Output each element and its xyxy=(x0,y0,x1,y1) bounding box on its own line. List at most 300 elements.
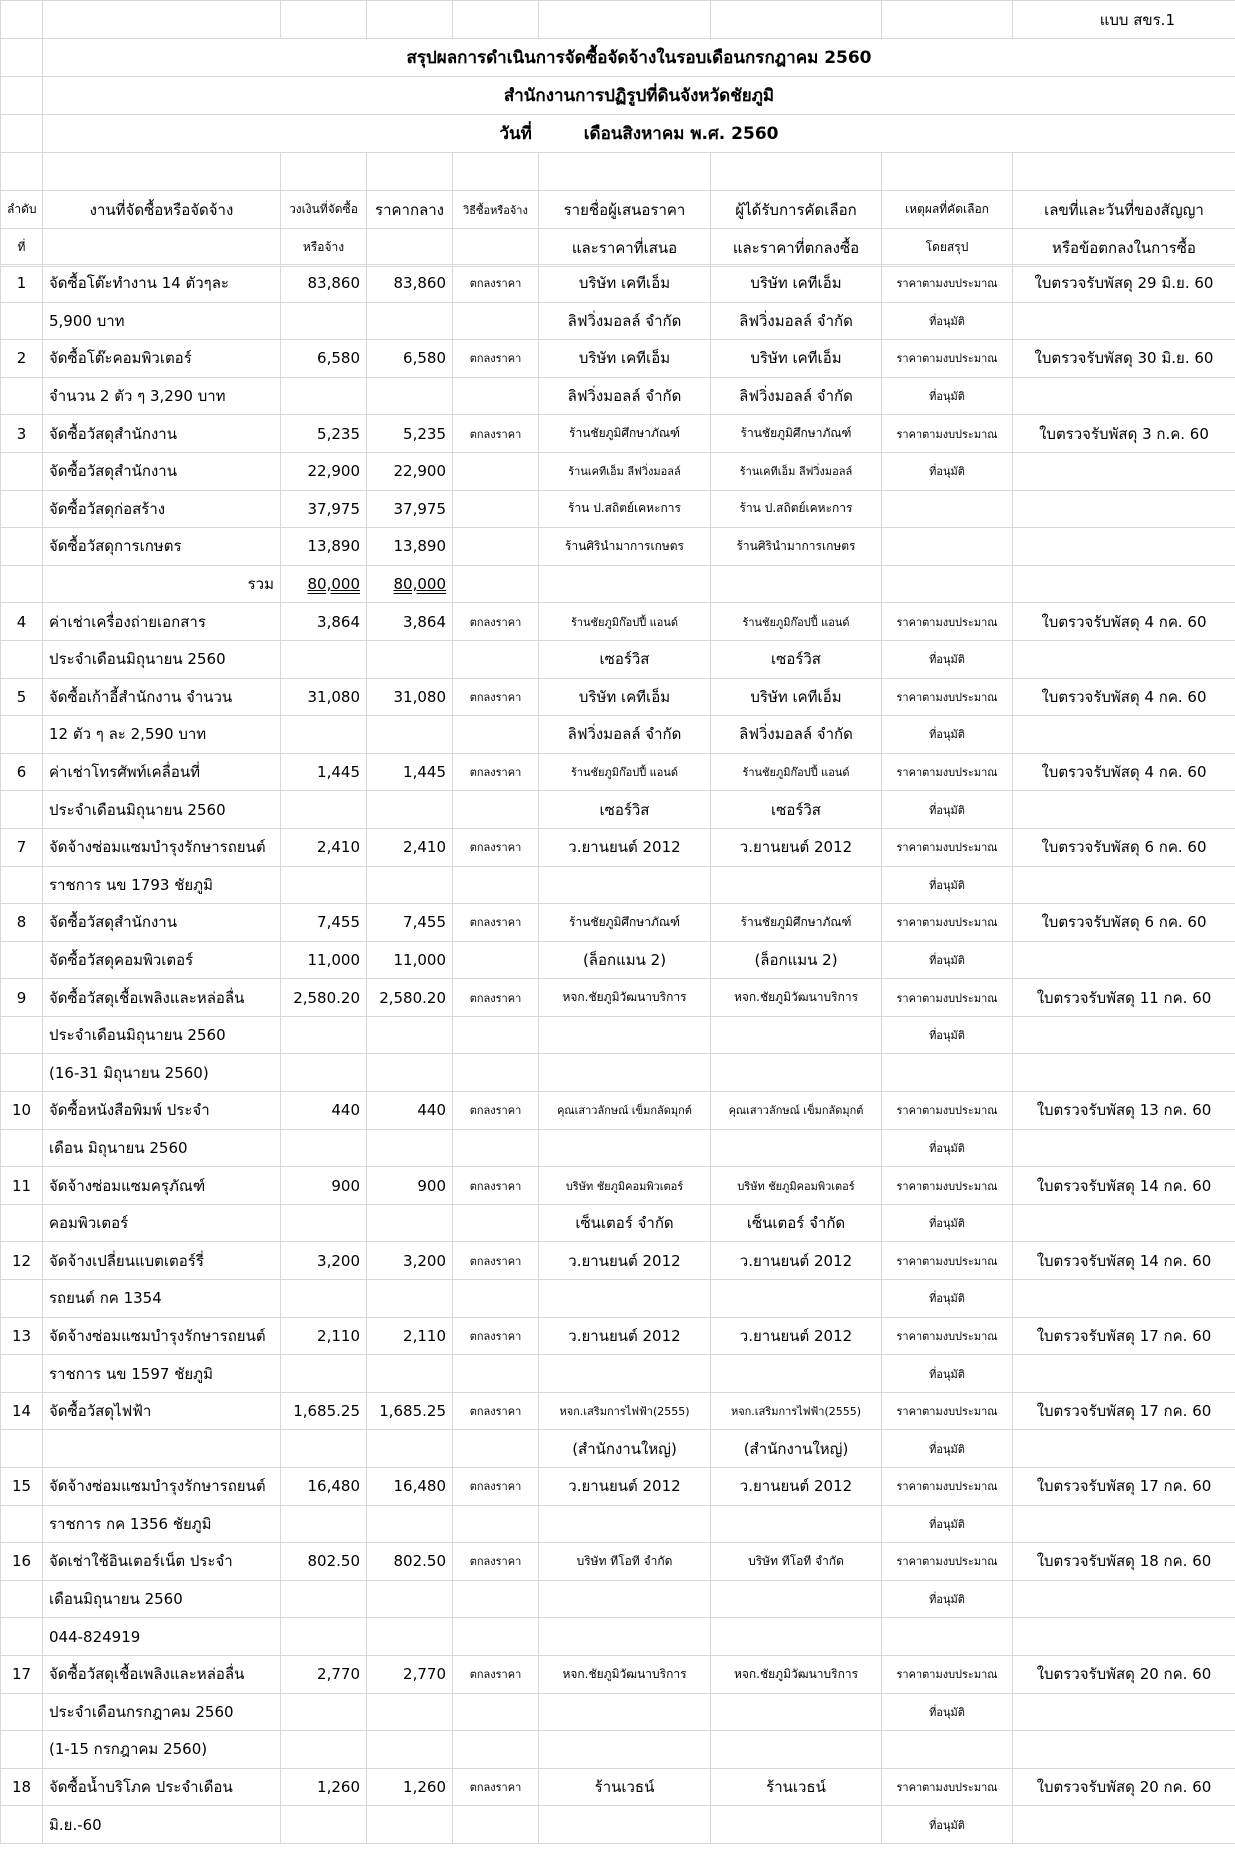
item-description: ประจำเดือนมิถุนายน 2560 xyxy=(43,791,281,829)
contract-reference xyxy=(1013,490,1235,528)
budget-amount: 6,580 xyxy=(281,340,367,378)
budget-amount xyxy=(281,377,367,415)
table-row xyxy=(1,941,1235,979)
row-number: 8 xyxy=(1,904,43,942)
bidder-name: เซ็นเตอร์ จำกัด xyxy=(539,1204,711,1242)
contract-reference xyxy=(1013,565,1235,603)
procurement-method xyxy=(453,1618,539,1656)
col-header-budget: วงเงินที่จัดซื้อ xyxy=(281,191,367,229)
selection-reason xyxy=(882,528,1013,566)
col-header-bidders-2: และราคาที่เสนอ xyxy=(539,229,711,267)
row-number: 1 xyxy=(1,265,43,303)
selected-vendor: ร้านชัยภูมิก๊อปปี้ แอนด์ xyxy=(711,603,882,641)
budget-amount xyxy=(281,1204,367,1242)
date-value: เดือนสิงหาคม พ.ศ. 2560 xyxy=(583,124,779,144)
procurement-method xyxy=(453,941,539,979)
row-number xyxy=(1,1016,43,1054)
bidder-name xyxy=(539,1016,711,1054)
procurement-method xyxy=(453,1580,539,1618)
item-description: ค่าเช่าโทรศัพท์เคลื่อนที่ xyxy=(43,753,281,791)
selection-reason: ราคาตามงบประมาณ xyxy=(882,1167,1013,1205)
median-price xyxy=(367,1580,453,1618)
selected-vendor: ลิฟวิ่งมอลล์ จำกัด xyxy=(711,377,882,415)
contract-reference: ใบตรวจรับพัสดุ 11 กค. 60 xyxy=(1013,979,1235,1017)
selection-reason: ที่อนุมัติ xyxy=(882,1280,1013,1318)
item-description: จำนวน 2 ตัว ๆ 3,290 บาท xyxy=(43,377,281,415)
table-row xyxy=(1,640,1235,678)
col-header-method: วิธีซื้อหรือจ้าง xyxy=(453,191,539,229)
selection-reason: ราคาตามงบประมาณ xyxy=(882,1392,1013,1430)
budget-amount xyxy=(281,1731,367,1769)
median-price: 80,000 xyxy=(367,565,453,603)
contract-reference: ใบตรวจรับพัสดุ 4 กค. 60 xyxy=(1013,753,1235,791)
bidder-name xyxy=(539,1806,711,1844)
bidder-name: ลิฟวิ่งมอลล์ จำกัด xyxy=(539,377,711,415)
selected-vendor: บริษัท เคทีเอ็ม xyxy=(711,265,882,303)
contract-reference xyxy=(1013,716,1235,754)
table-row xyxy=(1,866,1235,904)
procurement-method xyxy=(453,302,539,340)
selected-vendor: ร้านเคทีเอ็ม ลีฟวิ่งมอลล์ xyxy=(711,452,882,490)
budget-amount: 37,975 xyxy=(281,490,367,528)
selected-vendor xyxy=(711,1693,882,1731)
table-row xyxy=(1,753,1235,791)
selected-vendor xyxy=(711,565,882,603)
row-number xyxy=(1,1731,43,1769)
date-label: วันที่ xyxy=(499,124,532,144)
row-number: 18 xyxy=(1,1768,43,1806)
contract-reference: ใบตรวจรับพัสดุ 3 ก.ค. 60 xyxy=(1013,415,1235,453)
item-description: 12 ตัว ๆ ละ 2,590 บาท xyxy=(43,716,281,754)
bidder-name: ลิฟวิ่งมอลล์ จำกัด xyxy=(539,716,711,754)
budget-amount: 440 xyxy=(281,1092,367,1130)
bidder-name: หจก.ชัยภูมิวัฒนาบริการ xyxy=(539,1655,711,1693)
budget-amount xyxy=(281,302,367,340)
selected-vendor: (สำนักงานใหญ่) xyxy=(711,1430,882,1468)
col-header-reason: เหตุผลที่คัดเลือก xyxy=(882,191,1013,229)
item-description: ราชการ นข 1793 ชัยภูมิ xyxy=(43,866,281,904)
table-row xyxy=(1,528,1235,566)
item-description: ค่าเช่าเครื่องถ่ายเอกสาร xyxy=(43,603,281,641)
table-row xyxy=(1,1392,1235,1430)
budget-amount: 16,480 xyxy=(281,1468,367,1506)
contract-reference xyxy=(1013,1731,1235,1769)
item-description: จัดซื้อวัสดุคอมพิวเตอร์ xyxy=(43,941,281,979)
selected-vendor: ว.ยานยนต์ 2012 xyxy=(711,1468,882,1506)
item-description: ราชการ นข 1597 ชัยภูมิ xyxy=(43,1355,281,1393)
bidder-name xyxy=(539,1693,711,1731)
contract-reference xyxy=(1013,528,1235,566)
contract-reference: ใบตรวจรับพัสดุ 6 กค. 60 xyxy=(1013,828,1235,866)
budget-amount: 2,770 xyxy=(281,1655,367,1693)
table-row xyxy=(1,1430,1235,1468)
median-price xyxy=(367,1505,453,1543)
row-number xyxy=(1,716,43,754)
bidder-name xyxy=(539,1618,711,1656)
median-price: 5,235 xyxy=(367,415,453,453)
row-number xyxy=(1,1355,43,1393)
median-price: 6,580 xyxy=(367,340,453,378)
median-price xyxy=(367,302,453,340)
table-row xyxy=(1,1806,1235,1844)
median-price xyxy=(367,1355,453,1393)
median-price xyxy=(367,640,453,678)
median-price: 802.50 xyxy=(367,1543,453,1581)
selected-vendor: บริษัท ชัยภูมิคอมพิวเตอร์ xyxy=(711,1167,882,1205)
contract-reference xyxy=(1013,1505,1235,1543)
procurement-method: ตกลงราคา xyxy=(453,1392,539,1430)
col-header-bidders: รายชื่อผู้เสนอราคา xyxy=(539,191,711,229)
item-description: คอมพิวเตอร์ xyxy=(43,1204,281,1242)
selected-vendor xyxy=(711,1129,882,1167)
procurement-method xyxy=(453,1204,539,1242)
selected-vendor: หจก.ชัยภูมิวัฒนาบริการ xyxy=(711,979,882,1017)
procurement-method: ตกลงราคา xyxy=(453,1468,539,1506)
col-header-median: ราคากลาง xyxy=(367,191,453,229)
table-row xyxy=(1,490,1235,528)
col-header-selected-2: และราคาที่ตกลงซื้อ xyxy=(711,229,882,267)
bidder-name: ร้านศิรินำมาการเกษตร xyxy=(539,528,711,566)
table-row xyxy=(1,1092,1235,1130)
item-description xyxy=(43,1430,281,1468)
item-description: 044-824919 xyxy=(43,1618,281,1656)
median-price: 1,685.25 xyxy=(367,1392,453,1430)
bidder-name xyxy=(539,1280,711,1318)
procurement-method: ตกลงราคา xyxy=(453,265,539,303)
item-description: ประจำเดือนมิถุนายน 2560 xyxy=(43,640,281,678)
selected-vendor xyxy=(711,1054,882,1092)
selected-vendor: บริษัท เคทีเอ็ม xyxy=(711,340,882,378)
selection-reason: ที่อนุมัติ xyxy=(882,716,1013,754)
item-description: จัดซื้อวัสดุไฟฟ้า xyxy=(43,1392,281,1430)
contract-reference: ใบตรวจรับพัสดุ 18 กค. 60 xyxy=(1013,1543,1235,1581)
bidder-name xyxy=(539,1355,711,1393)
selected-vendor xyxy=(711,1280,882,1318)
procurement-method xyxy=(453,1806,539,1844)
budget-amount: 1,685.25 xyxy=(281,1392,367,1430)
bidder-name: ร้าน ป.สถิตย์เคหะการ xyxy=(539,490,711,528)
bidder-name: บริษัท เคทีเอ็ม xyxy=(539,340,711,378)
bidder-name: ร้านชัยภูมิก๊อปปี้ แอนด์ xyxy=(539,603,711,641)
budget-amount: 2,580.20 xyxy=(281,979,367,1017)
col-header-contract: เลขที่และวันที่ของสัญญา xyxy=(1013,191,1235,229)
row-number xyxy=(1,1054,43,1092)
report-header xyxy=(0,0,1235,267)
row-number: 2 xyxy=(1,340,43,378)
budget-amount xyxy=(281,640,367,678)
table-row xyxy=(1,678,1235,716)
median-price xyxy=(367,1016,453,1054)
median-price: 2,770 xyxy=(367,1655,453,1693)
item-description: จัดจ้างซ่อมแซมบำรุงรักษารถยนต์ xyxy=(43,1468,281,1506)
contract-reference xyxy=(1013,941,1235,979)
budget-amount xyxy=(281,1430,367,1468)
contract-reference xyxy=(1013,1016,1235,1054)
selection-reason: ราคาตามงบประมาณ xyxy=(882,1655,1013,1693)
item-description: (1-15 กรกฎาคม 2560) xyxy=(43,1731,281,1769)
item-description: จัดจ้างเปลี่ยนแบตเตอร์รี่ xyxy=(43,1242,281,1280)
median-price xyxy=(367,377,453,415)
procurement-method xyxy=(453,1731,539,1769)
contract-reference xyxy=(1013,1580,1235,1618)
contract-reference: ใบตรวจรับพัสดุ 20 กค. 60 xyxy=(1013,1768,1235,1806)
selection-reason: ราคาตามงบประมาณ xyxy=(882,1317,1013,1355)
bidder-name: (สำนักงานใหญ่) xyxy=(539,1430,711,1468)
budget-amount: 13,890 xyxy=(281,528,367,566)
selection-reason: ที่อนุมัติ xyxy=(882,377,1013,415)
item-description: รถยนต์ กค 1354 xyxy=(43,1280,281,1318)
selected-vendor: ว.ยานยนต์ 2012 xyxy=(711,1242,882,1280)
bidder-name: (ล็อกแมน 2) xyxy=(539,941,711,979)
selection-reason: ที่อนุมัติ xyxy=(882,640,1013,678)
row-number: 16 xyxy=(1,1543,43,1581)
procurement-method: ตกลงราคา xyxy=(453,1768,539,1806)
row-number: 3 xyxy=(1,415,43,453)
item-description: ประจำเดือนกรกฎาคม 2560 xyxy=(43,1693,281,1731)
selection-reason: ราคาตามงบประมาณ xyxy=(882,1468,1013,1506)
row-number xyxy=(1,1505,43,1543)
selection-reason: ที่อนุมัติ xyxy=(882,791,1013,829)
selection-reason: ที่อนุมัติ xyxy=(882,1204,1013,1242)
procurement-method: ตกลงราคา xyxy=(453,1655,539,1693)
selection-reason xyxy=(882,490,1013,528)
median-price: 13,890 xyxy=(367,528,453,566)
selection-reason: ที่อนุมัติ xyxy=(882,1129,1013,1167)
bidder-name xyxy=(539,1129,711,1167)
selection-reason: ที่อนุมัติ xyxy=(882,302,1013,340)
table-row xyxy=(1,452,1235,490)
selected-vendor: ร้านชัยภูมิก๊อปปี้ แอนด์ xyxy=(711,753,882,791)
row-number xyxy=(1,528,43,566)
contract-reference xyxy=(1013,452,1235,490)
contract-reference: ใบตรวจรับพัสดุ 6 กค. 60 xyxy=(1013,904,1235,942)
selection-reason: ราคาตามงบประมาณ xyxy=(882,828,1013,866)
table-row xyxy=(1,302,1235,340)
selection-reason: ที่อนุมัติ xyxy=(882,1016,1013,1054)
item-description: จัดซื้อเก้าอี้สำนักงาน จำนวน xyxy=(43,678,281,716)
col-header-selected: ผู้ได้รับการคัดเลือก xyxy=(711,191,882,229)
bidder-name xyxy=(539,1054,711,1092)
median-price xyxy=(367,1204,453,1242)
row-number xyxy=(1,490,43,528)
table-row xyxy=(1,565,1235,603)
selected-vendor xyxy=(711,1618,882,1656)
item-description: จัดซื้อวัสดุการเกษตร xyxy=(43,528,281,566)
median-price xyxy=(367,866,453,904)
median-price: 37,975 xyxy=(367,490,453,528)
budget-amount xyxy=(281,1280,367,1318)
procurement-method xyxy=(453,1693,539,1731)
budget-amount: 2,110 xyxy=(281,1317,367,1355)
budget-amount xyxy=(281,1693,367,1731)
selection-reason xyxy=(882,1618,1013,1656)
contract-reference xyxy=(1013,1054,1235,1092)
selection-reason: ราคาตามงบประมาณ xyxy=(882,1768,1013,1806)
selected-vendor: เซอร์วิส xyxy=(711,640,882,678)
procurement-method xyxy=(453,377,539,415)
item-description: (16-31 มิถุนายน 2560) xyxy=(43,1054,281,1092)
selection-reason: ที่อนุมัติ xyxy=(882,1430,1013,1468)
contract-reference xyxy=(1013,1129,1235,1167)
selected-vendor: ว.ยานยนต์ 2012 xyxy=(711,1317,882,1355)
table-row xyxy=(1,904,1235,942)
row-number: 15 xyxy=(1,1468,43,1506)
table-row xyxy=(1,603,1235,641)
contract-reference xyxy=(1013,1280,1235,1318)
item-description: รวม xyxy=(43,565,281,603)
selected-vendor: เซอร์วิส xyxy=(711,791,882,829)
bidder-name: ว.ยานยนต์ 2012 xyxy=(539,1468,711,1506)
procurement-method: ตกลงราคา xyxy=(453,678,539,716)
median-price: 3,864 xyxy=(367,603,453,641)
procurement-method: ตกลงราคา xyxy=(453,1167,539,1205)
row-number xyxy=(1,941,43,979)
form-code: แบบ สขร.1 xyxy=(1013,1,1235,39)
col-header-no-2: ที่ xyxy=(1,229,43,267)
table-row xyxy=(1,265,1235,303)
selection-reason: ที่อนุมัติ xyxy=(882,1580,1013,1618)
bidder-name xyxy=(539,1505,711,1543)
table-row xyxy=(1,377,1235,415)
row-number: 4 xyxy=(1,603,43,641)
median-price xyxy=(367,1693,453,1731)
bidder-name: ลิฟวิ่งมอลล์ จำกัด xyxy=(539,302,711,340)
table-row xyxy=(1,1543,1235,1581)
table-row xyxy=(1,1129,1235,1167)
median-price: 22,900 xyxy=(367,452,453,490)
row-number xyxy=(1,377,43,415)
bidder-name: บริษัท ทีโอที จำกัด xyxy=(539,1543,711,1581)
col-header-budget-2: หรือจ้าง xyxy=(281,229,367,267)
selected-vendor: ร้านชัยภูมิศึกษาภัณฑ์ xyxy=(711,904,882,942)
budget-amount: 83,860 xyxy=(281,265,367,303)
table-row xyxy=(1,1580,1235,1618)
contract-reference xyxy=(1013,1618,1235,1656)
budget-amount: 31,080 xyxy=(281,678,367,716)
selected-vendor: ลิฟวิ่งมอลล์ จำกัด xyxy=(711,716,882,754)
table-row xyxy=(1,1167,1235,1205)
report-title: สรุปผลการดำเนินการจัดซื้อจัดจ้างในรอบเดือนกรกฎาคม 2560 xyxy=(43,39,1235,77)
table-row xyxy=(1,828,1235,866)
row-number xyxy=(1,640,43,678)
selection-reason: ที่อนุมัติ xyxy=(882,1693,1013,1731)
budget-amount: 80,000 xyxy=(281,565,367,603)
row-number: 12 xyxy=(1,1242,43,1280)
row-number xyxy=(1,452,43,490)
procurement-method: ตกลงราคา xyxy=(453,415,539,453)
selection-reason: ราคาตามงบประมาณ xyxy=(882,1242,1013,1280)
selected-vendor xyxy=(711,1731,882,1769)
selection-reason: ราคาตามงบประมาณ xyxy=(882,979,1013,1017)
item-description: ประจำเดือนมิถุนายน 2560 xyxy=(43,1016,281,1054)
row-number: 7 xyxy=(1,828,43,866)
row-number xyxy=(1,1580,43,1618)
row-number xyxy=(1,1693,43,1731)
budget-amount xyxy=(281,1129,367,1167)
budget-amount xyxy=(281,1806,367,1844)
selected-vendor: ว.ยานยนต์ 2012 xyxy=(711,828,882,866)
bidder-name: ร้านชัยภูมิก๊อปปี้ แอนด์ xyxy=(539,753,711,791)
report-date xyxy=(43,115,1235,153)
row-number xyxy=(1,1280,43,1318)
budget-amount: 5,235 xyxy=(281,415,367,453)
row-number xyxy=(1,866,43,904)
item-description: ราชการ กค 1356 ชัยภูมิ xyxy=(43,1505,281,1543)
bidder-name: ว.ยานยนต์ 2012 xyxy=(539,1317,711,1355)
budget-amount: 3,864 xyxy=(281,603,367,641)
procurement-method xyxy=(453,1505,539,1543)
table-row xyxy=(1,340,1235,378)
item-description: จัดซื้อวัสดุเชื้อเพลิงและหล่อลื่น xyxy=(43,1655,281,1693)
procurement-method xyxy=(453,1129,539,1167)
median-price: 1,445 xyxy=(367,753,453,791)
table-row xyxy=(1,1655,1235,1693)
table-row xyxy=(1,1204,1235,1242)
median-price xyxy=(367,1280,453,1318)
row-number: 5 xyxy=(1,678,43,716)
item-description: มิ.ย.-60 xyxy=(43,1806,281,1844)
procurement-method: ตกลงราคา xyxy=(453,340,539,378)
selected-vendor: บริษัท ทีโอที จำกัด xyxy=(711,1543,882,1581)
budget-amount: 7,455 xyxy=(281,904,367,942)
bidder-name: เซอร์วิส xyxy=(539,791,711,829)
selected-vendor: ร้านชัยภูมิศึกษาภัณฑ์ xyxy=(711,415,882,453)
median-price: 2,110 xyxy=(367,1317,453,1355)
table-row xyxy=(1,1468,1235,1506)
median-price xyxy=(367,1618,453,1656)
budget-amount xyxy=(281,1054,367,1092)
procurement-method xyxy=(453,1016,539,1054)
procurement-method xyxy=(453,866,539,904)
selection-reason: ที่อนุมัติ xyxy=(882,1505,1013,1543)
item-description: จัดซื้อวัสดุก่อสร้าง xyxy=(43,490,281,528)
selection-reason: ราคาตามงบประมาณ xyxy=(882,904,1013,942)
selection-reason: ราคาตามงบประมาณ xyxy=(882,753,1013,791)
table-row xyxy=(1,1505,1235,1543)
median-price: 440 xyxy=(367,1092,453,1130)
selected-vendor xyxy=(711,1355,882,1393)
row-number: 10 xyxy=(1,1092,43,1130)
bidder-name xyxy=(539,866,711,904)
selected-vendor: บริษัท เคทีเอ็ม xyxy=(711,678,882,716)
table-row xyxy=(1,415,1235,453)
selection-reason: ที่อนุมัติ xyxy=(882,452,1013,490)
median-price xyxy=(367,1430,453,1468)
median-price: 7,455 xyxy=(367,904,453,942)
bidder-name: หจก.ชัยภูมิวัฒนาบริการ xyxy=(539,979,711,1017)
bidder-name: บริษัท เคทีเอ็ม xyxy=(539,265,711,303)
selection-reason: ที่อนุมัติ xyxy=(882,1806,1013,1844)
row-number xyxy=(1,1430,43,1468)
median-price: 3,200 xyxy=(367,1242,453,1280)
col-header-item: งานที่จัดซื้อหรือจัดจ้าง xyxy=(43,191,281,229)
selection-reason: ที่อนุมัติ xyxy=(882,1355,1013,1393)
table-row xyxy=(1,1355,1235,1393)
procurement-method xyxy=(453,565,539,603)
selected-vendor: ร้านศิรินำมาการเกษตร xyxy=(711,528,882,566)
table-row xyxy=(1,1768,1235,1806)
contract-reference: ใบตรวจรับพัสดุ 14 กค. 60 xyxy=(1013,1242,1235,1280)
selection-reason: ราคาตามงบประมาณ xyxy=(882,265,1013,303)
median-price xyxy=(367,1806,453,1844)
selected-vendor: ลิฟวิ่งมอลล์ จำกัด xyxy=(711,302,882,340)
row-number xyxy=(1,791,43,829)
procurement-method xyxy=(453,640,539,678)
median-price xyxy=(367,1731,453,1769)
median-price: 83,860 xyxy=(367,265,453,303)
contract-reference xyxy=(1013,1204,1235,1242)
budget-amount: 22,900 xyxy=(281,452,367,490)
